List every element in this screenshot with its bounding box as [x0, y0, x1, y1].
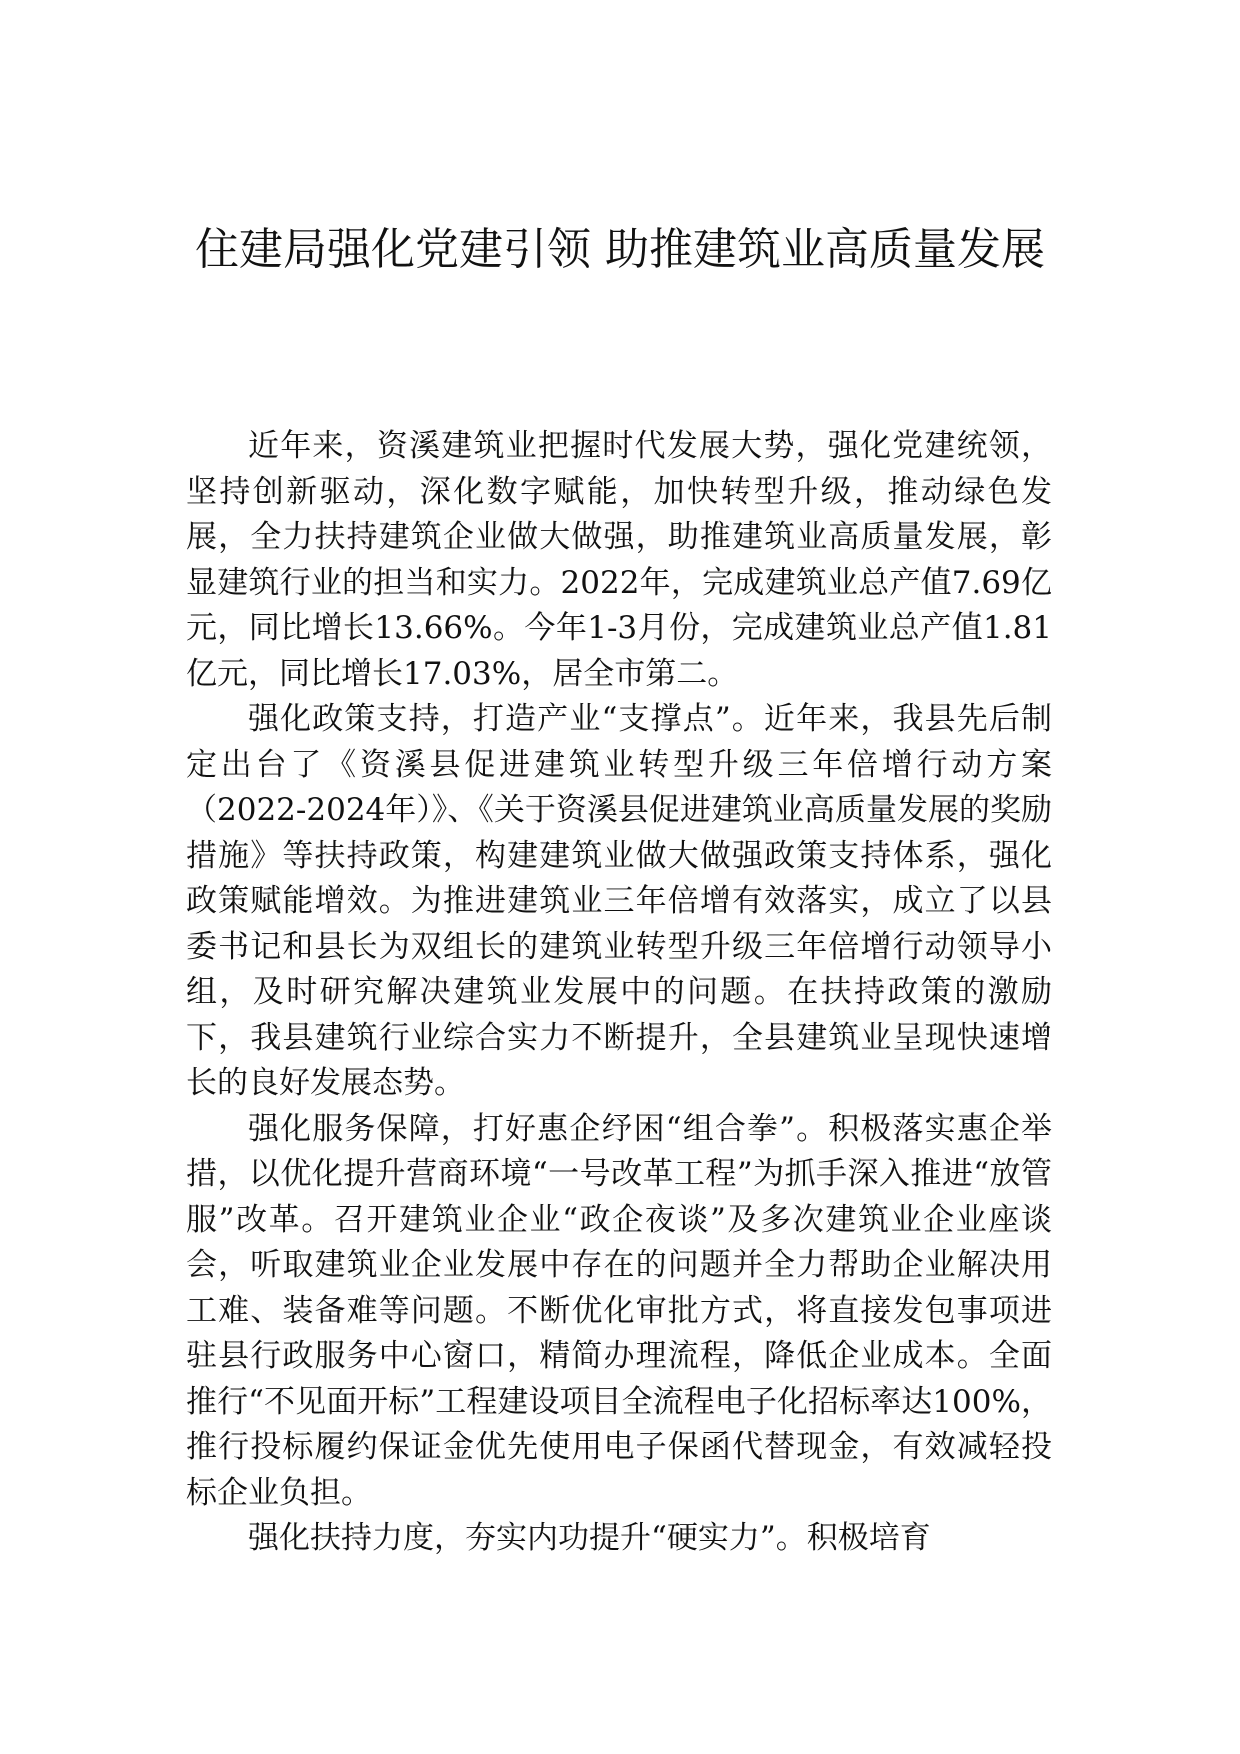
- paragraph-service-guarantee: 强化服务保障，打好惠企纾困“组合拳”。积极落实惠企举措，以优化提升营商环境“一号改革工程”为抓手深入推进“放管服”改革。召开建筑业企业“政企夜谈”及多次建筑业企业座谈会，听取建筑业企业发展中存在的问题并全力帮助企业解决用工难、装备难等问题。不断优化审批方式，将直接发包事项进驻县行政服务中心窗口，精简办理流程，降低企业成本。全面推行“不见面开标”工程建设项目全流程电子化招标率达100%，推行投标履约保证金优先使用电子保函代替现金，有效减轻投标企业负担。: [186, 1110, 1052, 1511]
- document-title: 住建局强化党建引领 助推建筑业高质量发展: [195, 224, 1045, 275]
- paragraph-policy-support: 强化政策支持，打造产业“支撑点”。近年来，我县先后制定出台了《资溪县促进建筑业转型升级三年倍增行动方案（2022-2024年）》、《关于资溪县促进建筑业高质量发展的奖励措施》等扶持政策，构建建筑业做大做强政策支持体系，强化政策赋能增效。为推进建筑业三年倍增有效落实，成立了以县委书记和县长为双组长的建筑业转型升级三年倍增行动领导小组，及时研究解决建筑业发展中的问题。在扶持政策的激励下，我县建筑行业综合实力不断提升，全县建筑业呈现快速增长的良好发展态势。: [186, 701, 1052, 1101]
- paragraph-support-strength: 强化扶持力度，夯实内功提升“硬实力”。积极培育: [248, 1520, 931, 1556]
- paragraph-intro: 近年来，资溪建筑业把握时代发展大势，强化党建统领，坚持创新驱动，深化数字赋能，加快转型升级，推动绿色发展，全力扶持建筑企业做大做强，助推建筑业高质量发展，彰显建筑行业的担当和实力。2022年，完成建筑业总产值7.69亿元，同比增长13.66%。今年1-3月份，完成建筑业总产值1.81亿元，同比增长17.03%，居全市第二。: [186, 428, 1052, 692]
- document-body: [186, 424, 1052, 1562]
